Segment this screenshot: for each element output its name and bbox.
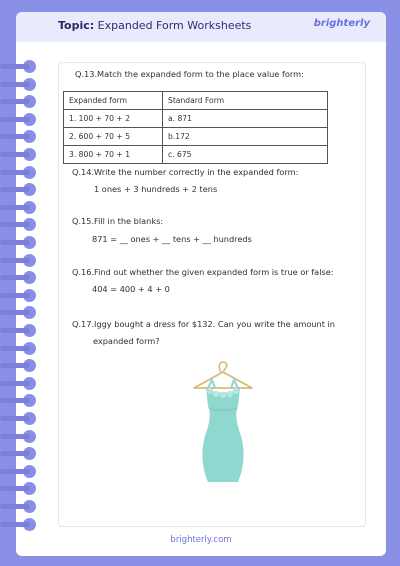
table-header-row <box>64 92 328 110</box>
spiral-ring <box>0 254 38 267</box>
table-cell: b.172 <box>163 128 328 146</box>
table-cell: a. 871 <box>163 110 328 128</box>
table-row <box>64 146 328 164</box>
question-text: Match the expanded form to the place value form: <box>97 69 304 79</box>
question-13 <box>75 69 304 79</box>
dress-illustration <box>188 358 258 488</box>
question-16 <box>72 267 334 277</box>
spiral-ring <box>0 183 38 196</box>
spiral-ring <box>0 500 38 513</box>
spiral-ring <box>0 377 38 390</box>
brand-logo <box>314 18 370 29</box>
spiral-ring <box>0 130 38 143</box>
hanger-icon <box>194 362 252 388</box>
brand-logo-text: brighterly <box>313 18 370 29</box>
question-number: Q.16. <box>72 267 95 277</box>
topic-title: Expanded Form Worksheets <box>97 19 252 32</box>
spiral-ring <box>0 271 38 284</box>
spiral-ring <box>0 306 38 319</box>
spiral-ring <box>0 201 38 214</box>
spiral-ring <box>0 465 38 478</box>
page-footer: brighterly.com <box>170 535 232 545</box>
spiral-ring <box>0 430 38 443</box>
match-table <box>63 91 328 164</box>
question-15 <box>72 216 163 226</box>
spiral-ring <box>0 447 38 460</box>
spiral-ring <box>0 218 38 231</box>
spiral-ring <box>0 518 38 531</box>
spiral-ring <box>0 78 38 91</box>
spiral-ring <box>0 482 38 495</box>
dress-icon <box>202 380 243 482</box>
table-cell: c. 675 <box>163 146 328 164</box>
topic-heading <box>58 19 251 32</box>
spiral-ring <box>0 412 38 425</box>
question-number: Q.15. <box>72 216 95 226</box>
page-header <box>16 12 386 42</box>
table-header: Standard Form <box>163 92 328 110</box>
question-17 <box>72 319 335 329</box>
question-number: Q.13. <box>75 69 98 79</box>
question-text: Find out whether the given expanded form is true or false: <box>94 267 334 277</box>
table-cell: 2. 600 + 70 + 5 <box>64 128 163 146</box>
table-row <box>64 128 328 146</box>
question-17-text-continued: expanded form? <box>93 336 160 346</box>
question-15-expression: 871 = __ ones + __ tens + __ hundreds <box>92 234 252 244</box>
table-header: Expanded form <box>64 92 163 110</box>
question-text: Iggy bought a dress for $132. Can you write the amount in <box>94 319 335 329</box>
spiral-ring <box>0 236 38 249</box>
table-cell: 1. 100 + 70 + 2 <box>64 110 163 128</box>
question-number: Q.14. <box>72 167 95 177</box>
spiral-ring <box>0 289 38 302</box>
question-14-expression: 1 ones + 3 hundreds + 2 tens <box>94 184 218 194</box>
spiral-ring <box>0 342 38 355</box>
question-number: Q.17. <box>72 319 95 329</box>
question-text: Fill in the blanks: <box>94 216 164 226</box>
spiral-ring <box>0 166 38 179</box>
question-16-expression: 404 = 400 + 4 + 0 <box>92 284 170 294</box>
worksheet-page <box>16 12 386 556</box>
spiral-ring <box>0 60 38 73</box>
table-row <box>64 110 328 128</box>
spiral-ring <box>0 394 38 407</box>
table-cell: 3. 800 + 70 + 1 <box>64 146 163 164</box>
spiral-ring <box>0 359 38 372</box>
question-text: Write the number correctly in the expanded form: <box>94 167 299 177</box>
topic-label: Topic: <box>58 19 95 32</box>
spiral-ring <box>0 113 38 126</box>
question-14 <box>72 167 298 177</box>
spiral-ring <box>0 95 38 108</box>
spiral-ring <box>0 148 38 161</box>
spiral-ring <box>0 324 38 337</box>
